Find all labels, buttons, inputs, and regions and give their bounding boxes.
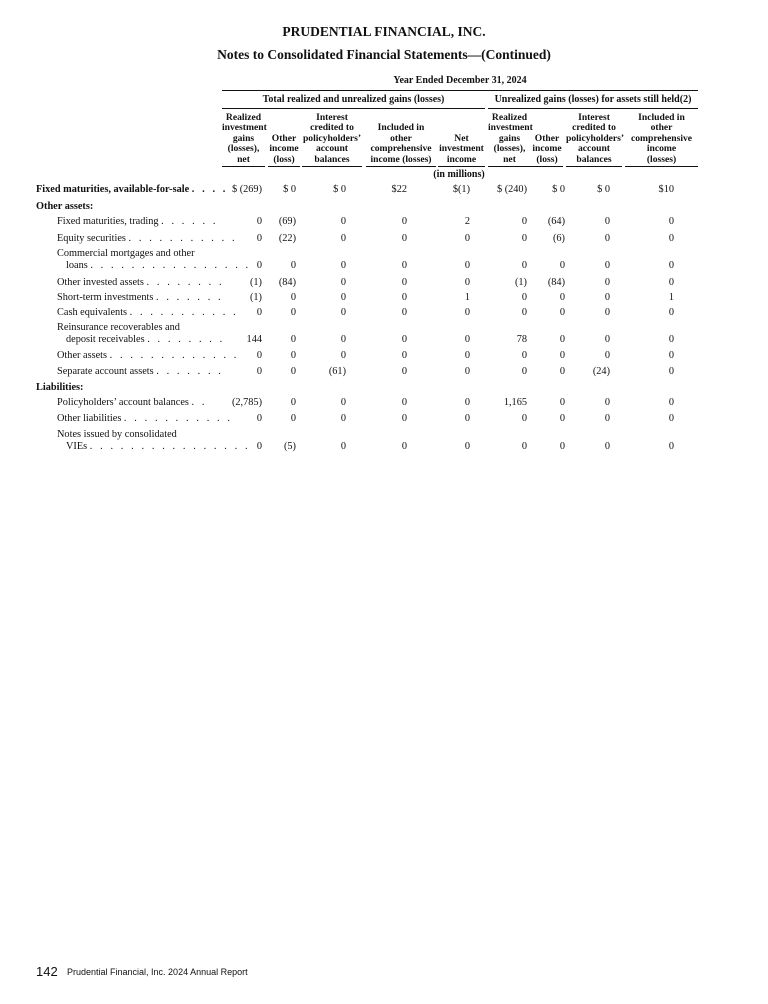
leader-dots: . . . . . . . . . . . . . . . . [89, 441, 251, 452]
row-label-text: Policyholders’ account balances [57, 397, 189, 408]
row-label [66, 441, 250, 453]
table-cell: 0 [290, 397, 296, 408]
row-label-text: Equity securities [57, 233, 126, 244]
column-header-line: investment [439, 143, 484, 155]
table-cell: 0 [668, 216, 674, 227]
table-cell: (2,785) [231, 397, 262, 408]
row-label [57, 413, 233, 425]
table-cell: $ 0 [552, 184, 565, 195]
table-cell: 0 [464, 260, 470, 271]
row-label [57, 292, 223, 304]
table-cell: 0 [401, 307, 407, 318]
column-header-line: policyholders’ [566, 132, 625, 144]
table-cell: 0 [521, 216, 527, 227]
row-label-text: Other assets [57, 350, 108, 361]
column-header-rule [531, 166, 563, 167]
column-header-line: (losses), [227, 143, 260, 155]
row-label-text: Notes issued by consolidated [57, 429, 177, 440]
column-header-line: comprehensive [370, 143, 432, 155]
unit-label: (in millions) [433, 169, 485, 180]
column-header-line: Realized [225, 112, 262, 123]
table-cell: 0 [668, 233, 674, 244]
row-label-text: Commercial mortgages and other [57, 248, 195, 259]
table-cell: 0 [401, 277, 407, 288]
table-cell: 0 [521, 366, 527, 377]
column-header [566, 112, 625, 165]
table-cell: 0 [290, 334, 296, 345]
table-cell: $(1) [452, 184, 470, 195]
leader-dots: . . . . . . . . . . . . . . . . [90, 260, 251, 271]
table-cell: 0 [290, 260, 296, 271]
table-cell: 0 [340, 260, 346, 271]
row-label-text: Cash equivalents [57, 307, 128, 318]
column-header-rule [488, 166, 531, 167]
table-cell: 0 [340, 233, 346, 244]
table-cell: (69) [278, 216, 296, 227]
column-header-line: income [646, 143, 677, 155]
leader-dots: . . . . . . . . . . . [128, 233, 238, 244]
table-cell: $10 [658, 184, 674, 195]
column-header-line: net [237, 153, 250, 165]
table-cell: 0 [401, 413, 407, 424]
table-cell: 0 [340, 307, 346, 318]
table-cell: 0 [604, 277, 610, 288]
column-header-line: income (losses) [370, 153, 432, 165]
table-cell: 0 [256, 260, 262, 271]
table-cell: (22) [278, 233, 296, 244]
row-label-text: deposit receivables [66, 334, 145, 345]
table-cell: (61) [328, 366, 346, 377]
row-label-text: Short-term investments [57, 292, 154, 303]
column-header-line: account [316, 143, 348, 155]
table-cell: 0 [559, 366, 565, 377]
table-cell: 0 [464, 366, 470, 377]
table-cell: 0 [668, 260, 674, 271]
column-header-line: income [446, 153, 477, 165]
column-header-line: account [578, 143, 610, 155]
column-header-line: Net [454, 132, 469, 144]
table-cell: 0 [290, 292, 296, 303]
table-cell: 0 [559, 397, 565, 408]
table-cell: 0 [521, 413, 527, 424]
page-number: 142 [36, 964, 58, 979]
column-header-line: other [650, 122, 673, 134]
table-cell: 0 [559, 307, 565, 318]
table-cell: 144 [246, 334, 262, 345]
table-cell: 0 [668, 366, 674, 377]
table-cell: 0 [290, 307, 296, 318]
row-label [57, 248, 195, 260]
group2-header: Unrealized gains (losses) for assets still held(2) [494, 94, 692, 105]
row-label [57, 322, 180, 334]
table-cell: (84) [278, 277, 296, 288]
column-header-line: balances [576, 153, 612, 165]
table-cell: 0 [401, 441, 407, 452]
table-cell: 0 [668, 277, 674, 288]
column-header [488, 113, 531, 165]
table-cell: 0 [340, 292, 346, 303]
table-cell: 0 [340, 350, 346, 361]
table-cell: (6) [552, 233, 565, 244]
row-label [36, 201, 93, 213]
table-cell: 0 [401, 397, 407, 408]
table-cell: 0 [464, 334, 470, 345]
table-cell: 0 [668, 307, 674, 318]
table-cell: 0 [464, 413, 470, 424]
table-cell: 0 [290, 350, 296, 361]
column-header-line: (losses) [646, 153, 677, 165]
column-header-line: income [532, 143, 562, 155]
column-header-rule [268, 166, 300, 167]
column-header-line: (losses), [493, 143, 526, 155]
column-header-line: other [390, 132, 412, 144]
table-cell: 0 [401, 350, 407, 361]
leader-dots: . . . . . . [161, 216, 219, 227]
row-label-text: VIEs [66, 441, 88, 452]
footer-text: Prudential Financial, Inc. 2024 Annual Report [67, 967, 248, 977]
table-cell: (1) [249, 292, 262, 303]
table-cell: (1) [514, 277, 527, 288]
table-cell: 0 [464, 307, 470, 318]
period-header: Year Ended December 31, 2024 [393, 75, 527, 86]
column-header [268, 134, 300, 165]
table-cell: 0 [256, 233, 262, 244]
column-header-rule [302, 166, 362, 167]
table-cell: $ (269) [231, 184, 262, 195]
column-header-line: investment [222, 122, 267, 134]
row-label-text: Other assets: [36, 201, 94, 212]
table-cell: 0 [559, 334, 565, 345]
table-cell: 0 [559, 441, 565, 452]
column-header-rule [438, 166, 485, 167]
table-cell: 0 [464, 277, 470, 288]
table-cell: 0 [604, 292, 610, 303]
column-header [531, 134, 563, 165]
row-label [57, 429, 177, 441]
table-cell: 0 [464, 350, 470, 361]
leader-dots: . . . . . . . [155, 292, 224, 303]
row-label [36, 382, 83, 394]
leader-dots: . . . . [191, 184, 228, 195]
row-label-text: Reinsurance recoverables and [57, 322, 180, 333]
table-cell: (5) [283, 441, 296, 452]
company-name: PRUDENTIAL FINANCIAL, INC. [282, 24, 486, 39]
column-header-rule [222, 166, 265, 167]
table-cell: 0 [256, 216, 262, 227]
row-label-text: Fixed maturities, available-for-sale [36, 184, 190, 195]
table-cell: 0 [604, 350, 610, 361]
table-cell: 0 [521, 350, 527, 361]
column-header-line: Included in [377, 122, 425, 134]
table-cell: (1) [249, 277, 262, 288]
column-header-line: Other [534, 132, 560, 144]
column-header-line: (loss) [536, 153, 558, 165]
column-header [302, 113, 362, 165]
column-header-rule [566, 166, 622, 167]
group2-rule [488, 108, 698, 109]
column-header-line: balances [314, 153, 350, 165]
table-cell: 0 [340, 441, 346, 452]
table-cell: 0 [401, 366, 407, 377]
table-cell: 0 [521, 292, 527, 303]
table-cell: 0 [256, 350, 262, 361]
table-cell: 0 [559, 292, 565, 303]
column-header-line: comprehensive [630, 132, 693, 144]
leader-dots: . . . . . . . . [146, 277, 225, 288]
period-rule [222, 90, 698, 91]
row-label [57, 397, 207, 409]
column-header-line: investment [488, 122, 533, 134]
table-cell: 0 [668, 350, 674, 361]
table-cell: (84) [547, 277, 565, 288]
table-cell: 0 [256, 413, 262, 424]
leader-dots: . . [191, 397, 208, 408]
column-header-line: Interest [316, 112, 348, 123]
row-label-text: Other liabilities [57, 413, 122, 424]
table-cell: 0 [559, 350, 565, 361]
leader-dots: . . . . . . . . [147, 334, 225, 345]
table-cell: 0 [521, 441, 527, 452]
table-cell: 0 [464, 397, 470, 408]
row-label-text: Separate account assets [57, 366, 154, 377]
table-cell: 0 [668, 441, 674, 452]
column-header-rule [366, 166, 436, 167]
table-cell: 1,165 [503, 397, 527, 408]
leader-dots: . . . . . . . [156, 366, 224, 377]
table-cell: 0 [604, 397, 610, 408]
table-cell: 0 [340, 334, 346, 345]
table-cell: $ (240) [496, 184, 527, 195]
column-header-line: credited to [310, 122, 354, 134]
table-cell: (64) [547, 216, 565, 227]
column-header [366, 123, 436, 165]
row-label-text: Liabilities: [36, 382, 84, 393]
column-header-line: credited to [572, 122, 616, 134]
row-label-text: Other invested assets [57, 277, 144, 288]
table-cell: 1 [464, 292, 470, 303]
table-cell: 0 [256, 441, 262, 452]
table-cell: 0 [401, 216, 407, 227]
table-cell: 0 [521, 307, 527, 318]
table-cell: 0 [464, 441, 470, 452]
table-cell: 0 [401, 292, 407, 303]
row-label [66, 260, 251, 272]
leader-dots: . . . . . . . . . . . [129, 307, 239, 318]
column-header [222, 113, 265, 165]
table-cell: 0 [464, 233, 470, 244]
row-label [36, 184, 228, 196]
table-cell: 0 [401, 233, 407, 244]
column-header [438, 134, 485, 165]
column-header-line: Included in [638, 112, 685, 123]
table-cell: 0 [256, 307, 262, 318]
table-cell: 0 [668, 334, 674, 345]
row-label [57, 366, 223, 378]
column-header-line: Other [271, 132, 297, 144]
table-cell: 0 [668, 413, 674, 424]
row-label-text: Fixed maturities, trading [57, 216, 159, 227]
table-cell: 0 [604, 216, 610, 227]
table-cell: (24) [592, 366, 610, 377]
group1-rule [222, 108, 485, 109]
table-cell: 0 [604, 307, 610, 318]
row-label [57, 307, 238, 319]
table-cell: 0 [604, 334, 610, 345]
table-cell: 0 [604, 260, 610, 271]
column-header-line: gains [232, 132, 255, 144]
row-label-text: loans [66, 260, 88, 271]
leader-dots: . . . . . . . . . . . . . [109, 350, 239, 361]
table-cell: 0 [604, 233, 610, 244]
table-cell: 0 [290, 413, 296, 424]
table-cell: 0 [521, 233, 527, 244]
table-cell: 0 [559, 260, 565, 271]
table-cell: 0 [340, 413, 346, 424]
column-header-line: income [269, 143, 299, 155]
column-header-line: Interest [578, 112, 610, 123]
row-label [57, 233, 237, 245]
table-cell: 0 [604, 413, 610, 424]
table-cell: 2 [464, 216, 470, 227]
column-header [625, 113, 698, 165]
table-cell: 0 [340, 216, 346, 227]
row-label [57, 216, 218, 228]
table-cell: 0 [521, 260, 527, 271]
column-header-line: net [503, 153, 516, 165]
page-subtitle: Notes to Consolidated Financial Statements—(Continued) [217, 47, 551, 62]
group1-header: Total realized and unrealized gains (losses) [262, 94, 445, 105]
table-cell: 0 [401, 334, 407, 345]
table-cell: 0 [401, 260, 407, 271]
table-cell: $ 0 [333, 184, 346, 195]
row-label [57, 350, 239, 362]
table-cell: 0 [604, 441, 610, 452]
column-header-line: policyholders’ [302, 132, 362, 144]
table-cell: $22 [391, 184, 407, 195]
column-header-line: Realized [491, 112, 528, 123]
table-cell: $ 0 [597, 184, 610, 195]
table-cell: 0 [340, 277, 346, 288]
row-label [66, 334, 225, 346]
column-header-rule [625, 166, 698, 167]
column-header-line: (loss) [273, 153, 295, 165]
table-cell: 0 [559, 413, 565, 424]
table-cell: 78 [516, 334, 527, 345]
table-cell: 0 [256, 366, 262, 377]
table-cell: 0 [668, 397, 674, 408]
leader-dots: . . . . . . . . . . . [123, 413, 233, 424]
table-cell: 1 [668, 292, 674, 303]
table-cell: 0 [290, 366, 296, 377]
table-cell: $ 0 [283, 184, 296, 195]
row-label [57, 277, 224, 289]
column-header-line: gains [498, 132, 521, 144]
table-cell: 0 [340, 397, 346, 408]
